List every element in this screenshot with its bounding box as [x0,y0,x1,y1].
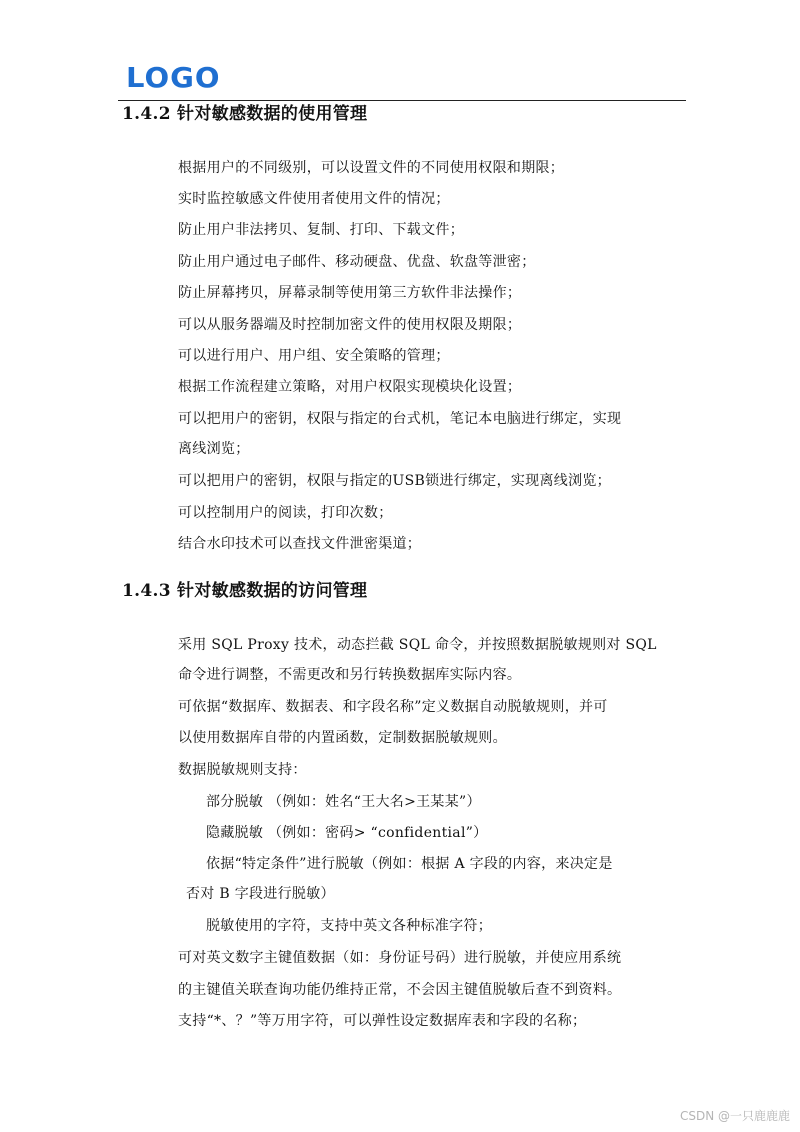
section-title-142: 1.4.2 针对敏感数据的使用管理 [122,104,368,124]
paragraph-line: 隐藏脱敏 （例如：密码> “confidential”） [206,825,488,841]
paragraph-line: 根据工作流程建立策略，对用户权限实现模块化设置； [178,379,522,395]
paragraph-line: 防止用户非法拷贝、复制、打印、下载文件； [178,222,464,238]
paragraph-line: 采用 SQL Proxy 技术，动态拦截 SQL 命令，并按照数据脱敏规则对 SQL [178,637,657,653]
section-title-143: 1.4.3 针对敏感数据的访问管理 [122,581,368,601]
paragraph-line: 部分脱敏 （例如：姓名“王大名>王某某”） [206,794,481,810]
paragraph-line: 可以进行用户、用户组、安全策略的管理； [178,348,450,364]
paragraph-line: 可对英文数字主键值数据（如：身份证号码）进行脱敏，并使应用系统 [178,950,622,966]
paragraph-line: 防止用户通过电子邮件、移动硬盘、优盘、软盘等泄密； [178,254,536,270]
paragraph-line: 可以把用户的密钥，权限与指定的台式机，笔记本电脑进行绑定，实现 [178,411,622,427]
paragraph-line: 依据“特定条件”进行脱敏（例如：根据 A 字段的内容，来决定是 [206,856,613,872]
paragraph-line: 离线浏览； [178,441,250,457]
header-divider [118,100,686,101]
paragraph-line: 脱敏使用的字符，支持中英文各种标准字符； [206,918,492,934]
paragraph-line: 可依据“数据库、数据表、和字段名称”定义数据自动脱敏规则，并可 [178,699,608,715]
logo: LOGO [126,61,221,94]
paragraph-line: 可以从服务器端及时控制加密文件的使用权限及期限； [178,317,522,333]
paragraph-line: 以使用数据库自带的内置函数，定制数据脱敏规则。 [178,730,507,746]
paragraph-line: 支持“*、？”等万用字符，可以弹性设定数据库表和字段的名称； [178,1013,587,1029]
paragraph-line: 命令进行调整，不需更改和另行转换数据库实际内容。 [178,667,522,683]
paragraph-line: 根据用户的不同级别，可以设置文件的不同使用权限和期限； [178,160,565,176]
paragraph-line: 否对 B 字段进行脱敏） [186,886,335,902]
paragraph-line: 的主键值关联查询功能仍维持正常，不会因主键值脱敏后查不到资料。 [178,982,622,998]
watermark: CSDN @一只鹿鹿鹿 [679,1109,790,1123]
paragraph-line: 实时监控敏感文件使用者使用文件的情况； [178,191,450,207]
paragraph-line: 防止屏幕拷贝，屏幕录制等使用第三方软件非法操作； [178,285,522,301]
paragraph-line: 数据脱敏规则支持： [178,762,307,778]
paragraph-line: 结合水印技术可以查找文件泄密渠道； [178,536,422,552]
paragraph-line: 可以控制用户的阅读，打印次数； [178,505,393,521]
paragraph-line: 可以把用户的密钥，权限与指定的USB锁进行绑定，实现离线浏览； [178,473,611,489]
